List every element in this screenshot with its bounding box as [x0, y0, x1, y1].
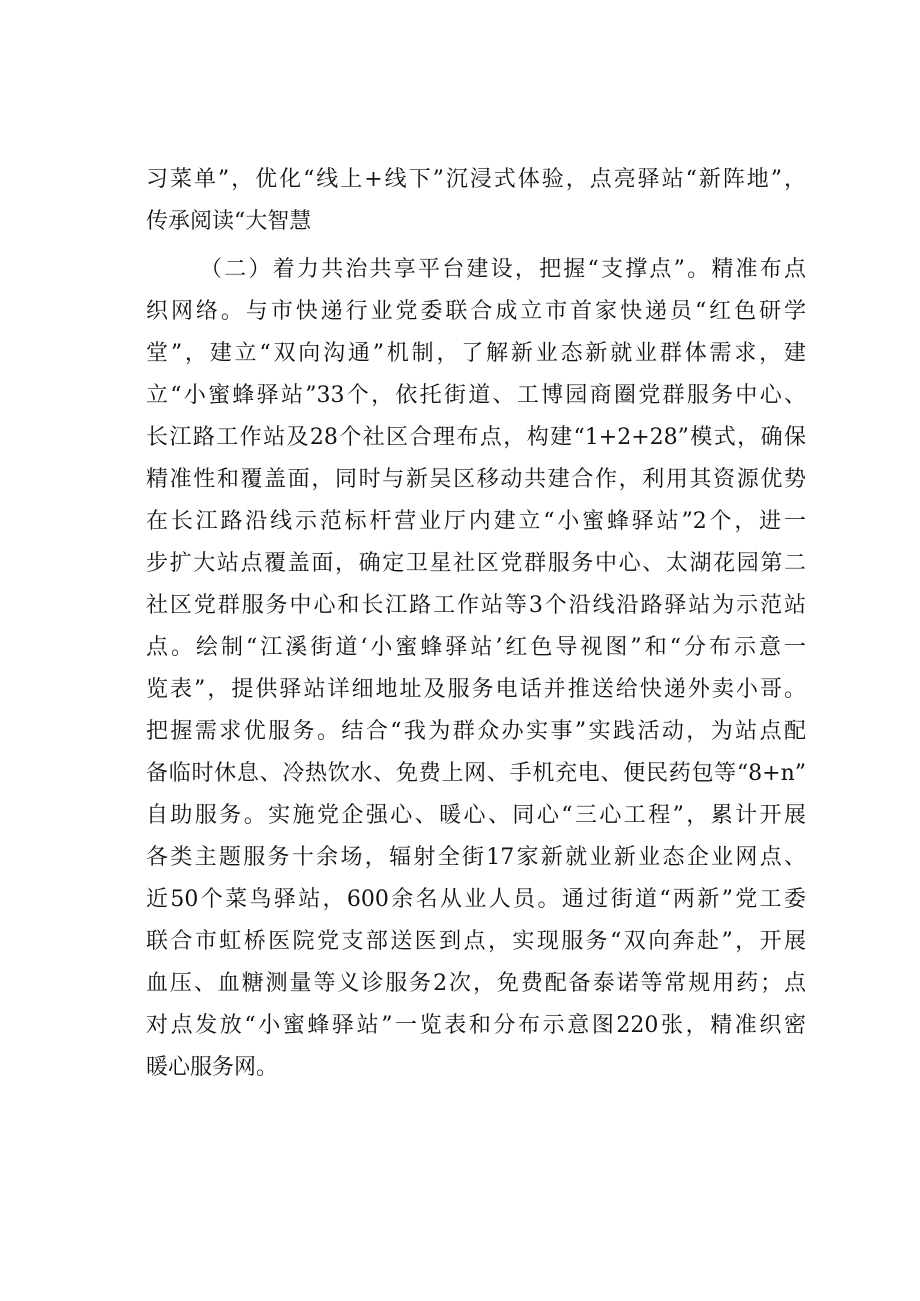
- text-line-1: 习菜单”，优化“线上+线下”沉浸式体验，点亮驿站“新阵地”，: [146, 167, 806, 192]
- text-line-16: 自助服务。实施党企强心、暖心、同心“三心工程”，累计开展: [146, 803, 806, 828]
- text-line-15: 备临时休息、冷热饮水、免费上网、手机充电、便民药包等“8+n”: [146, 761, 806, 786]
- text-line-20: 血压、血糖测量等义诊服务2次，免费配备泰诺等常规用药；点: [146, 971, 806, 996]
- text-line-22: 暖心服务网。: [146, 1055, 279, 1080]
- text-line-5: 堂”，建立“双向沟通”机制，了解新业态新就业群体需求，建: [146, 341, 806, 366]
- text-line-4: 织网络。与市快递行业党委联合成立市首家快递员“红色研学: [146, 299, 806, 324]
- text-line-11: 社区党群服务中心和长江路工作站等3个沿线沿路驿站为示范站: [146, 593, 806, 618]
- text-line-17: 各类主题服务十余场，辐射全街17家新就业新业态企业网点、: [146, 845, 806, 870]
- text-line-14: 把握需求优服务。结合“我为群众办实事”实践活动，为站点配: [146, 719, 806, 744]
- section-heading-line: （二）着力共治共享平台建设，把握“支撑点”。精准布点: [200, 257, 806, 282]
- text-line-7: 长江路工作站及28个社区合理布点，构建“1+2+28”模式，确保: [146, 425, 806, 450]
- text-line-21: 对点发放“小蜜蜂驿站”一览表和分布示意图220张，精准织密: [146, 1013, 806, 1038]
- text-line-8: 精准性和覆盖面，同时与新吴区移动共建合作，利用其资源优势: [146, 467, 806, 492]
- text-line-12: 点。绘制“江溪街道‘小蜜蜂驿站’红色导视图”和“分布示意一: [146, 635, 806, 660]
- text-line-18: 近50个菜鸟驿站，600余名从业人员。通过街道“两新”党工委: [146, 887, 806, 912]
- text-line-6: 立“小蜜蜂驿站”33个，依托街道、工博园商圈党群服务中心、: [146, 383, 806, 408]
- text-line-9: 在长江路沿线示范标杆营业厅内建立“小蜜蜂驿站”2个，进一: [146, 509, 806, 534]
- text-line-13: 览表”，提供驿站详细地址及服务电话并推送给快递外卖小哥。: [146, 677, 806, 702]
- text-line-10: 步扩大站点覆盖面，确定卫星社区党群服务中心、太湖花园第二: [146, 551, 806, 576]
- text-line-19: 联合市虹桥医院党支部送医到点，实现服务“双向奔赴”，开展: [146, 929, 806, 954]
- text-line-2: 传承阅读“大智慧: [146, 209, 312, 234]
